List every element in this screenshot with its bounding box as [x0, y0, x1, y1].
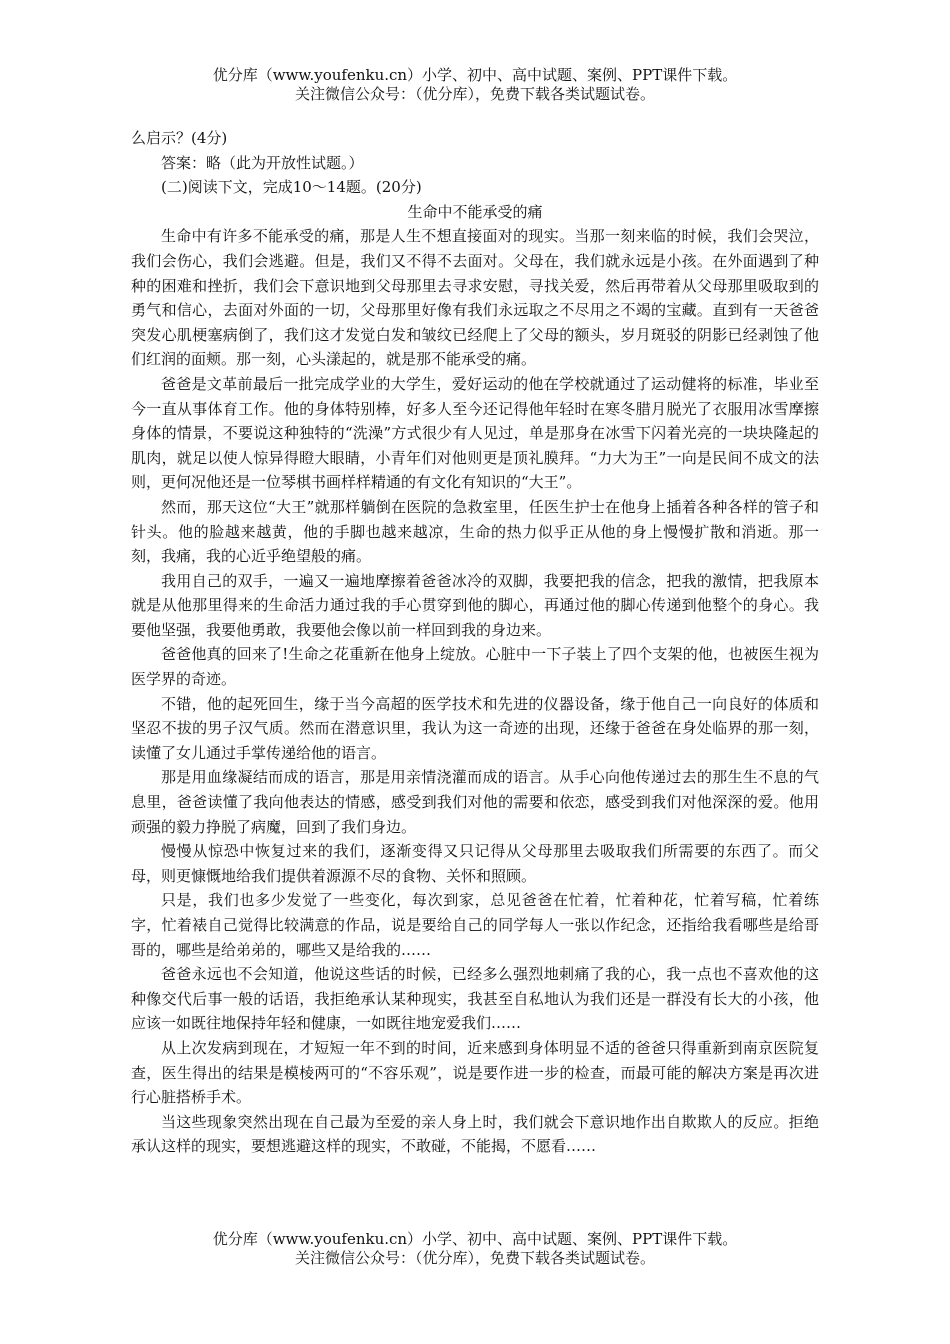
page-header	[0, 66, 950, 104]
article-paragraph: 那是用血缘凝结而成的语言，那是用亲情浇灌而成的语言。从手心向他传递过去的那生生不息的气息里，爸爸读懂了我向他表达的情感，感受到我们对他的需要和依恋，感受到我们对他深深的爱。他用顽强的毅力挣脱了病魔，回到了我们身边。	[131, 768, 819, 836]
question-continuation: 么启示？(4分)	[131, 129, 228, 147]
answer-line: 答案：略（此为开放性试题。）	[161, 153, 364, 172]
article-paragraph: 然而，那天这位“大王”就那样躺倒在医院的急救室里，任医生护士在他身上插着各种各样的管子和针头。他的脸越来越黄，他的手脚也越来越凉，生命的热力似乎正从他的身上慢慢扩散和消逝。那一刻，我痛，我的心近乎绝望般的痛。	[131, 497, 819, 566]
footer-line-1: 优分库（www.youfenku.cn）小学、初中、高中试题、案例、PPT课件下载。	[212, 1230, 738, 1248]
article-paragraph: 慢慢从惊恐中恢复过来的我们，逐渐变得又只记得从父母那里去吸取我们所需要的东西了。而父母，则更慷慨地给我们提供着源源不尽的食物、关怀和照顾。	[131, 842, 819, 885]
page-footer	[0, 1230, 950, 1268]
article-paragraph: 只是，我们也多少发觉了一些变化，每次到家，总见爸爸在忙着，忙着种花，忙着写稿，忙着练字，忙着裱自己觉得比较满意的作品，说是要给自己的同学每人一张以作纪念，还指给我看哪些是给哥哥的，哪些是给弟弟的，哪些又是给我的……	[131, 891, 819, 959]
document-body	[131, 126, 819, 1159]
article-paragraph: 生命中有许多不能承受的痛，那是人生不想直接面对的现实。当那一刻来临的时候，我们会哭泣，我们会伤心，我们会逃避。但是，我们又不得不去面对。父母在，我们就永远是小孩。在外面遇到了种种的困难和挫折，我们会下意识地到父母那里去寻求安慰，寻找关爱，然后再带着从父母那里吸取到的勇气和信心，去面对外面的一切，父母那里好像有我们永远取之不尽用之不竭的宝藏。直到有一天爸爸突发心肌梗塞病倒了，我们这才发觉白发和皱纹已经爬上了父母的额头，岁月斑驳的阴影已经剥蚀了他们红润的面颊。那一刻，心头漾起的，就是那不能承受的痛。	[131, 227, 819, 369]
footer-line-2: 关注微信公众号：（优分库），免费下载各类试题试卷。	[294, 1249, 655, 1267]
article-paragraph: 不错，他的起死回生，缘于当今高超的医学技术和先进的仪器设备，缘于他自己一向良好的体质和坚忍不拔的男子汉气质。然而在潜意识里，我认为这一奇迹的出现，还缘于爸爸在身处临界的那一刻，读懂了女儿通过手掌传递给他的语言。	[131, 694, 819, 762]
article-paragraph: 爸爸是文革前最后一批完成学业的大学生，爱好运动的他在学校就通过了运动健将的标准，毕业至今一直从事体育工作。他的身体特别棒，好多人至今还记得他年轻时在寒冬腊月脱光了衣服用冰雪摩擦身体的情景，不要说这种独特的“洗澡”方式很少有人见过，单是那身在冰雪下闪着光亮的一块块隆起的肌肉，就足以使人惊异得瞪大眼睛，小青年们对他则更是顶礼膜拜。“力大为王”一向是民间不成文的法则，更何况他还是一位琴棋书画样样精通的有文化有知识的“大王”。	[131, 374, 819, 492]
header-line-2: 关注微信公众号：（优分库），免费下载各类试题试卷。	[294, 85, 655, 103]
article-paragraph: 我用自己的双手，一遍又一遍地摩擦着爸爸冰冷的双脚，我要把我的信念，把我的激情，把我原本就是从他那里得来的生命活力通过我的手心贯穿到他的脚心，再通过他的脚心传递到他整个的身心。我要他坚强，我要他勇敢，我要他会像以前一样回到我的身边来。	[131, 571, 819, 639]
section-instruction: (二)阅读下文，完成10～14题。(20分)	[161, 178, 422, 197]
article-title: 生命中不能承受的痛	[407, 202, 543, 221]
header-line-1: 优分库（www.youfenku.cn）小学、初中、高中试题、案例、PPT课件下载。	[212, 66, 738, 84]
article-paragraph: 从上次发病到现在，才短短一年不到的时间，近来感到身体明显不适的爸爸只得重新到南京医院复查，医生得出的结果是模棱两可的“不容乐观”，说是要作进一步的检查，而最可能的解决方案是再次进行心脏搭桥手术。	[131, 1038, 819, 1107]
article-paragraph: 爸爸他真的回来了!生命之花重新在他身上绽放。心脏中一下子装上了四个支架的他，也被医生视为医学界的奇迹。	[131, 645, 819, 689]
article-paragraph: 爸爸永远也不会知道，他说这些话的时候，已经多么强烈地刺痛了我的心，我一点也不喜欢他的这种像交代后事一般的话语，我拒绝承认某种现实，我甚至自私地认为我们还是一群没有长大的小孩，他应该一如既往地保持年轻和健康，一如既往地宠爱我们……	[131, 965, 819, 1033]
article-paragraph: 当这些现象突然出现在自己最为至爱的亲人身上时，我们就会下意识地作出自欺欺人的反应。拒绝承认这样的现实，要想逃避这样的现实，不敢碰，不能揭，不愿看……	[131, 1112, 819, 1156]
